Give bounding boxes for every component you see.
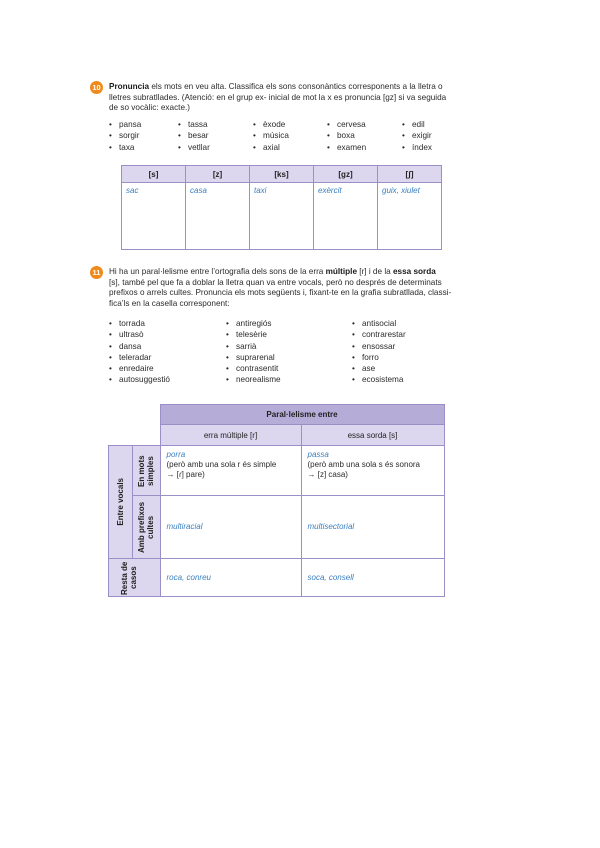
example-word: roca, conreu: [166, 572, 211, 582]
example-word: multisectorial: [307, 522, 355, 531]
example-word: guix, xiulet: [382, 186, 420, 195]
table-cell[interactable]: [160, 559, 301, 597]
exercise-number-badge: 11: [90, 266, 103, 279]
cell-note: → [ɾ] pare): [166, 470, 205, 479]
instruction-text: [s], també pel que fa a doblar la lletra quan va entre vocals, però no després de determinats: [109, 277, 442, 287]
word-item: • axial: [253, 142, 289, 153]
table-cell[interactable]: [160, 446, 301, 496]
table-cell[interactable]: [378, 183, 442, 250]
column-header-r: erra múltiple [r]: [160, 425, 301, 446]
word-item: • contrasentit: [226, 363, 281, 374]
instruction-keyword: Pronuncia: [109, 82, 150, 91]
word-item: • vetllar: [178, 142, 210, 153]
instruction-text: Hi ha un paral·lelisme entre l’ortografia dels sons de la erra: [109, 267, 326, 276]
example-word: passa: [307, 450, 329, 459]
word-item: • índex: [402, 142, 432, 153]
row-label: [109, 559, 161, 597]
word-column: [253, 119, 289, 153]
word-item: • autosuggestió: [109, 374, 170, 385]
instruction-text: els mots en veu alta. Classifica els sons consonàntics corresponents a la lletra o: [149, 82, 443, 91]
example-word: sac: [126, 186, 139, 195]
word-item: • enredaire: [109, 363, 170, 374]
table-header: [gz]: [314, 166, 378, 183]
word-item: • cervesa: [327, 119, 366, 130]
column-header-s: essa sorda [s]: [301, 425, 444, 446]
sounds-table: [121, 165, 442, 250]
word-item: • exigir: [402, 130, 432, 141]
word-item: • pansa: [109, 119, 141, 130]
instruction-text: lletres subratllades. (Atenció: en el grup ex- inicial de mot la x es pronuncia [gz] si va seguida: [109, 92, 447, 102]
instruction-text: fica’ls en la casella corresponent:: [109, 298, 230, 308]
table-cell[interactable]: [250, 183, 314, 250]
table-header: [ks]: [250, 166, 314, 183]
instruction-text: de so vocàlic: exacte.): [109, 103, 191, 113]
word-item: • teleradar: [109, 352, 170, 363]
row-label-text: En mots simples: [137, 454, 156, 487]
word-item: • examen: [327, 142, 366, 153]
word-item: • dansa: [109, 341, 170, 352]
word-column: [327, 119, 366, 153]
word-item: • suprarenal: [226, 352, 281, 363]
exercise-instructions: [109, 267, 479, 309]
table-title: Paral·lelisme entre: [160, 405, 444, 425]
word-column: [402, 119, 432, 153]
row-group-label: [109, 446, 133, 559]
instruction-keyword: essa sorda: [392, 267, 436, 276]
word-column: [178, 119, 210, 153]
word-column: [226, 318, 281, 386]
word-item: • tassa: [178, 119, 210, 130]
word-item: • sarrià: [226, 341, 281, 352]
word-item: • telesèrie: [226, 329, 281, 340]
word-item: • ultrasò: [109, 329, 170, 340]
word-column: [109, 119, 141, 153]
table-header: [ʃ]: [378, 166, 442, 183]
instruction-text: [r] i de la: [357, 267, 393, 276]
parallelism-table: [108, 404, 445, 597]
word-item: • antisocial: [352, 318, 406, 329]
row-label-text: Amb prefixos cultes: [137, 501, 156, 553]
cell-note: → [z] casa): [307, 470, 348, 479]
example-word: taxi: [254, 186, 267, 195]
word-item: • ecosistema: [352, 374, 406, 385]
table-cell[interactable]: [301, 559, 444, 597]
row-group-label-text: Entre vocals: [116, 478, 125, 526]
word-item: • èxode: [253, 119, 289, 130]
example-word: porra: [166, 450, 186, 459]
row-label: [133, 446, 161, 496]
word-column: [352, 318, 406, 386]
word-item: • taxa: [109, 142, 141, 153]
word-item: • forro: [352, 352, 406, 363]
table-header: [s]: [122, 166, 186, 183]
word-item: • sorgir: [109, 130, 141, 141]
table-cell[interactable]: [301, 446, 444, 496]
table-cell[interactable]: [314, 183, 378, 250]
word-item: • besar: [178, 130, 210, 141]
word-item: • música: [253, 130, 289, 141]
instruction-text: prefixos o arrels cultes. Pronuncia els mots següents i, fixant-te en la grafia subratllada, classi-: [109, 288, 452, 298]
word-item: • neorealisme: [226, 374, 281, 385]
example-word: casa: [190, 186, 207, 195]
row-label: [133, 496, 161, 559]
word-item: • ensossar: [352, 341, 406, 352]
exercise-number-badge: 10: [90, 81, 103, 94]
example-word: exèrcit: [318, 186, 342, 195]
table-header: [z]: [186, 166, 250, 183]
word-item: • boxa: [327, 130, 366, 141]
word-item: • contrarestar: [352, 329, 406, 340]
exercise-instructions: [109, 82, 479, 114]
instruction-keyword: múltiple: [325, 267, 358, 276]
word-item: • edil: [402, 119, 432, 130]
example-word: multiracial: [166, 522, 203, 531]
table-cell[interactable]: [301, 496, 444, 559]
row-label-text: Resta de casos: [120, 560, 139, 595]
cell-note: (però amb una sola s és sonora: [307, 460, 421, 469]
table-cell[interactable]: [122, 183, 186, 250]
example-word: soca, consell: [307, 572, 354, 582]
word-item: • torrada: [109, 318, 170, 329]
table-cell[interactable]: [160, 496, 301, 559]
word-item: • antiregiós: [226, 318, 281, 329]
table-cell[interactable]: [186, 183, 250, 250]
word-column: [109, 318, 170, 386]
cell-note: (però amb una sola r és simple: [166, 460, 277, 469]
word-item: • ase: [352, 363, 406, 374]
